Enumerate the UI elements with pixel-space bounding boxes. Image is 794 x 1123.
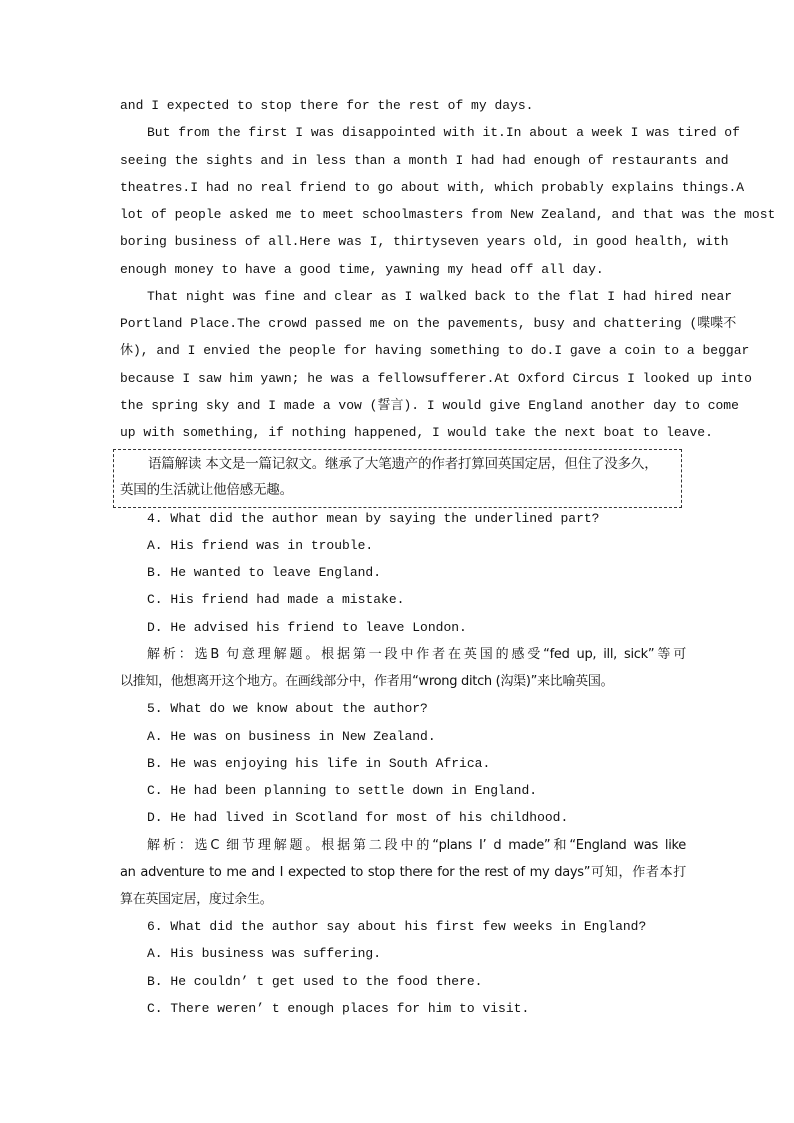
passage-line: the spring sky and I made a vow (誓言). I would give England another day to come: [120, 398, 739, 413]
answer-option: C. There weren’ t enough places for him to visit.: [147, 1001, 530, 1016]
passage-line: 休), and I envied the people for having something to do.I gave a coin to a beggar: [120, 343, 750, 358]
passage-line: seeing the sights and in less than a month I had had enough of restaurants and: [120, 153, 729, 168]
explanation-line: an adventure to me and I expected to stop there for the rest of my days”可知，作者本打: [120, 865, 686, 880]
question-stem: 6. What did the author say about his first few weeks in England?: [147, 919, 647, 934]
answer-option: D. He had lived in Scotland for most of his childhood.: [147, 810, 569, 825]
passage-line: But from the first I was disappointed with it.In about a week I was tired of: [147, 125, 740, 140]
passage-line: Portland Place.The crowd passed me on the pavements, busy and chattering (喋喋不: [120, 316, 737, 331]
passage-line: boring business of all.Here was I, thirtyseven years old, in good health, with: [120, 234, 729, 249]
question-stem: 5. What do we know about the author?: [147, 701, 428, 716]
answer-option: D. He advised his friend to leave London.: [147, 620, 467, 635]
answer-option: B. He couldn’ t get used to the food there.: [147, 974, 483, 989]
passage-line: and I expected to stop there for the rest of my days.: [120, 98, 534, 113]
passage-line: That night was fine and clear as I walked back to the flat I had hired near: [147, 289, 733, 304]
explanation-line: 以推知，他想离开这个地方。在画线部分中，作者用“wrong ditch (沟渠)”来比喻英国。: [120, 674, 614, 689]
explanation-line: 解析：选C 细节理解题。根据第二段中的“plans I’ d made”和“England was like: [147, 838, 686, 853]
passage-line: because I saw him yawn; he was a fellowsufferer.At Oxford Circus I looked up into: [120, 371, 752, 386]
answer-option: A. He was on business in New Zealand.: [147, 729, 436, 744]
answer-option: A. His business was suffering.: [147, 946, 382, 961]
passage-line: lot of people asked me to meet schoolmasters from New Zealand, and that was the most: [120, 207, 776, 222]
answer-option: A. His friend was in trouble.: [147, 538, 374, 553]
passage-line: enough money to have a good time, yawning my head off all day.: [120, 262, 604, 277]
question-stem: 4. What did the author mean by saying the underlined part?: [147, 511, 600, 526]
answer-option: C. His friend had made a mistake.: [147, 592, 405, 607]
analysis-text: 语篇解读 本文是一篇记叙文。继承了大笔遗产的作者打算回英国定居，但住了没多久，: [148, 456, 658, 472]
analysis-text: 英国的生活就让他倍感无趣。: [120, 482, 293, 498]
passage-line: up with something, if nothing happened, I would take the next boat to leave.: [120, 425, 713, 440]
answer-option: B. He wanted to leave England.: [147, 565, 382, 580]
explanation-line: 算在英国定居，度过余生。: [120, 892, 273, 907]
answer-option: B. He was enjoying his life in South Africa.: [147, 756, 491, 771]
answer-option: C. He had been planning to settle down in England.: [147, 783, 538, 798]
passage-line: theatres.I had no real friend to go about with, which probably explains things.A: [120, 180, 745, 195]
analysis-box: [113, 449, 682, 508]
explanation-line: 解析：选B 句意理解题。根据第一段中作者在英国的感受“fed up, ill, sick”等可: [147, 647, 686, 662]
